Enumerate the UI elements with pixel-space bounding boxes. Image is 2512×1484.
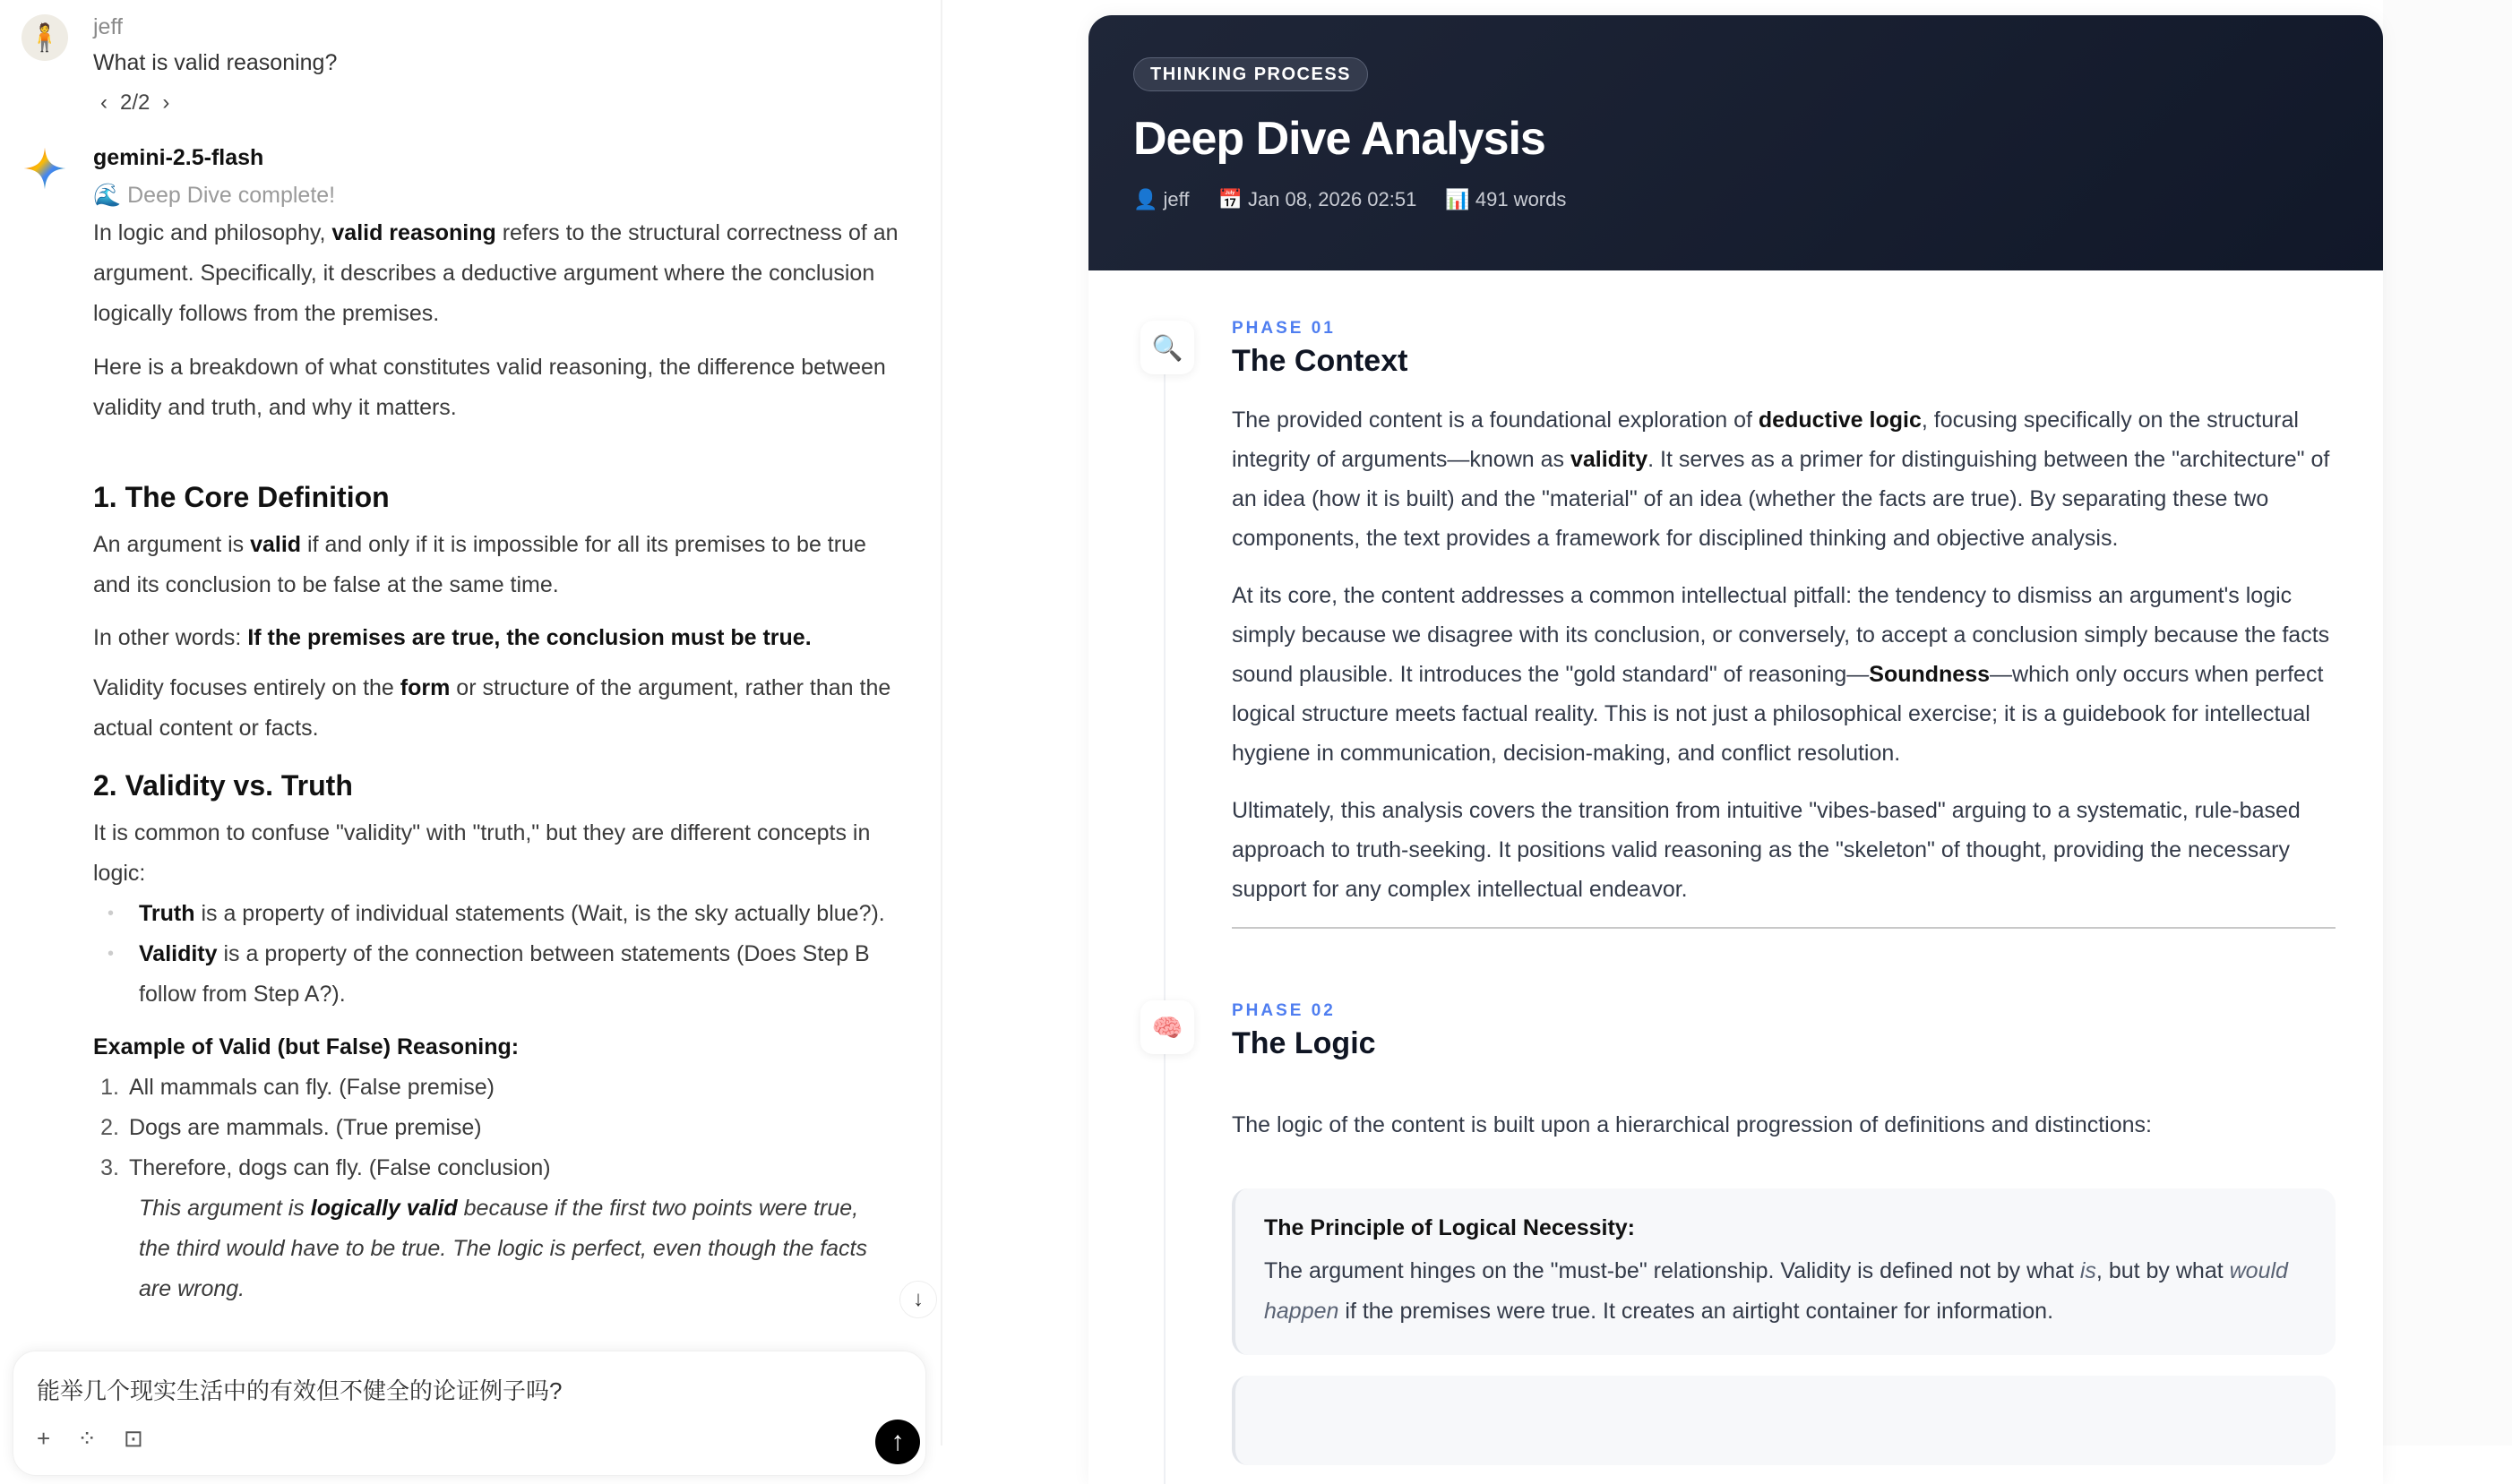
- callout-box: [1232, 1376, 2336, 1465]
- phase-title: The Context: [1232, 344, 1408, 378]
- response-count: 2/2: [120, 90, 151, 115]
- paragraph: [93, 813, 899, 894]
- list-item-text: All mammals can fly. (False premise): [129, 1075, 495, 1100]
- text-segment: Validity focuses entirely on the: [93, 675, 400, 700]
- prev-response-button[interactable]: ‹: [100, 90, 108, 115]
- bold-text: validity: [1570, 447, 1648, 472]
- list-item-text: [139, 934, 899, 1015]
- message-input[interactable]: [13, 1351, 926, 1476]
- list-number: 2.: [100, 1115, 119, 1140]
- user-question: What is valid reasoning?: [93, 50, 338, 75]
- text-segment: In other words:: [93, 625, 248, 650]
- section-heading: 2. Validity vs. Truth: [93, 769, 353, 802]
- text-segment: Ultimately, this analysis covers the transition from intuitive "vibes-based" arguing to a systematic, rule-based approach to truth-seeking. It positions valid reasoning as the "skeleton" of thought, providing the necessary support for any complex intellectual endeavor.: [1232, 798, 2301, 902]
- italic-text: This argument is: [139, 1196, 311, 1221]
- bold-text: Truth: [139, 901, 195, 926]
- text-segment: . It serves as a primer for distinguishing between the "architecture" of an idea (how it is built) and the "material" of an idea (whether the facts are true). By separating these two components, the text provides a framework for disciplined thinking and objective analysis.: [1232, 447, 2330, 551]
- list-item: [93, 894, 899, 934]
- phase-title: The Logic: [1232, 1026, 1376, 1060]
- text-segment: An argument is: [93, 532, 251, 557]
- callout-box: [1232, 1188, 2336, 1355]
- phase-section: [1088, 318, 2383, 929]
- bullet-icon: •: [108, 904, 115, 923]
- list-item: [93, 1148, 899, 1188]
- paragraph: [93, 618, 899, 658]
- bold-text: If the premises are true, the conclusion must be true.: [247, 625, 812, 650]
- callout-title: The Principle of Logical Necessity:: [1264, 1215, 1636, 1240]
- bold-text: Validity: [139, 941, 218, 966]
- paragraph: [93, 525, 899, 605]
- phase-section: [1088, 1000, 2383, 1465]
- plus-icon[interactable]: +: [37, 1425, 51, 1452]
- user-avatar: 🧍: [22, 14, 68, 61]
- text-segment: refers to the structural correctness of an argument. Specifically, it describes a deductive argument where the conclusion logically follows from the premises.: [93, 220, 899, 326]
- text-segment: The provided content is a foundational exploration of: [1232, 407, 1759, 433]
- card-body: [1088, 318, 2383, 1465]
- text-segment: if the premises were true. It creates an airtight container for information.: [1338, 1299, 2054, 1324]
- response-content: [93, 213, 899, 1309]
- response-pager: [100, 82, 907, 123]
- text-segment: , but by what: [2095, 1258, 2230, 1283]
- text-segment: if and only if it is impossible for all its premises to be true and its conclusion to be false at the same time.: [93, 532, 866, 597]
- magnifier-icon: 🔍: [1140, 321, 1194, 374]
- status-text: 🌊 Deep Dive complete!: [93, 183, 336, 208]
- list-item-text: [139, 894, 899, 934]
- text-segment: It is common to confuse "validity" with "truth," but they are different concepts in logic:: [93, 820, 871, 886]
- bold-text: logically valid: [310, 1196, 458, 1221]
- text-segment: At its core, the content addresses a common intellectual pitfall: the tendency to dismiss an argument's logic simply because we disagree with its conclusion, or conversely, to accept a conclusion simply because the facts sound plausible. It introduces the "gold standard" of reasoning—: [1232, 583, 2330, 687]
- bullet-icon: •: [108, 944, 115, 964]
- send-button[interactable]: ↑: [875, 1420, 920, 1464]
- paragraph: [93, 347, 899, 428]
- meta-word-count: 📊 491 words: [1445, 188, 1567, 210]
- example-heading: Example of Valid (but False) Reasoning:: [93, 1034, 520, 1059]
- list-number: 1.: [100, 1075, 119, 1100]
- tools-icon[interactable]: ⁘: [77, 1425, 97, 1452]
- list-number: 3.: [100, 1155, 119, 1180]
- gemini-logo-icon: [22, 145, 68, 192]
- deep-dive-card: [1088, 15, 2383, 1484]
- meta-date: 📅 Jan 08, 2026 02:51: [1217, 188, 1417, 210]
- card-title: Deep Dive Analysis: [1133, 113, 1545, 165]
- brain-icon: 🧠: [1140, 1000, 1194, 1054]
- scroll-down-button[interactable]: ↓: [899, 1281, 937, 1318]
- bold-text: valid reasoning: [331, 220, 496, 245]
- phase-label: PHASE 02: [1232, 1001, 1336, 1020]
- text-segment: or structure of the argument, rather than the actual content or facts.: [93, 675, 891, 741]
- message-input-text[interactable]: 能举几个现实生活中的有效但不健全的论证例子吗?: [37, 1377, 563, 1404]
- card-meta: [1133, 188, 1566, 211]
- list-item-text: Dogs are mammals. (True premise): [129, 1115, 482, 1140]
- paragraph: [93, 668, 899, 749]
- text-segment: —which only occurs when perfect logical structure meets factual reality. This is not just a philosophical exercise; it is a guidebook for intellectual hygiene in communication, decision-making, and conflict resolution.: [1232, 662, 2324, 766]
- phase-paragraph: [1232, 1105, 2336, 1145]
- thinking-process-badge: THINKING PROCESS: [1133, 57, 1368, 91]
- list-item-text: Therefore, dogs can fly. (False conclusion): [129, 1155, 551, 1180]
- italic-text: is: [2079, 1258, 2096, 1283]
- list-item: [93, 934, 899, 1015]
- next-response-button[interactable]: ›: [162, 90, 170, 115]
- phase-paragraph: [1232, 576, 2336, 773]
- divider: [1232, 927, 2336, 929]
- phase-label: PHASE 01: [1232, 319, 1336, 338]
- bold-text: valid: [250, 532, 302, 557]
- bookmark-icon[interactable]: ⊡: [123, 1425, 143, 1452]
- italic-text: because if the first two points were true, the third would have to be true. The logic is perfect, even though the facts are wrong.: [139, 1196, 867, 1301]
- text-segment: , focusing specifically on the structural integrity of arguments—known as: [1232, 407, 2299, 472]
- list-item: [93, 1108, 899, 1148]
- bold-text: form: [400, 675, 451, 700]
- callout-body: [1264, 1251, 2307, 1332]
- text-segment: The argument hinges on the "must-be" relationship. Validity is defined not by what: [1264, 1258, 2080, 1283]
- italic-text: would happen: [1264, 1258, 2288, 1324]
- paragraph: [93, 213, 899, 334]
- text-segment: The logic of the content is built upon a hierarchical progression of definitions and distinctions:: [1232, 1112, 2152, 1137]
- meta-author: 👤 jeff: [1133, 188, 1190, 210]
- example-note: [93, 1188, 882, 1309]
- chat-panel: [0, 0, 942, 1456]
- user-name: jeff: [93, 14, 123, 39]
- card-header: [1088, 15, 2383, 270]
- text-segment: is a property of the connection between statements (Does Step B follow from Step A?).: [139, 941, 870, 1007]
- text-segment: In logic and philosophy,: [93, 220, 332, 245]
- section-heading: 1. The Core Definition: [93, 481, 390, 513]
- text-segment: Here is a breakdown of what constitutes valid reasoning, the difference between validity and truth, and why it matters.: [93, 355, 886, 420]
- text-segment: is a property of individual statements (Wait, is the sky actually blue?).: [194, 901, 885, 926]
- model-name: gemini-2.5-flash: [93, 145, 264, 170]
- phase-paragraph: [1232, 791, 2336, 909]
- bold-text: deductive logic: [1758, 407, 1922, 433]
- scrollbar-track[interactable]: [2383, 0, 2512, 1445]
- list-item: [93, 1068, 899, 1108]
- phase-paragraph: [1232, 400, 2336, 558]
- bold-text: Soundness: [1869, 662, 1991, 687]
